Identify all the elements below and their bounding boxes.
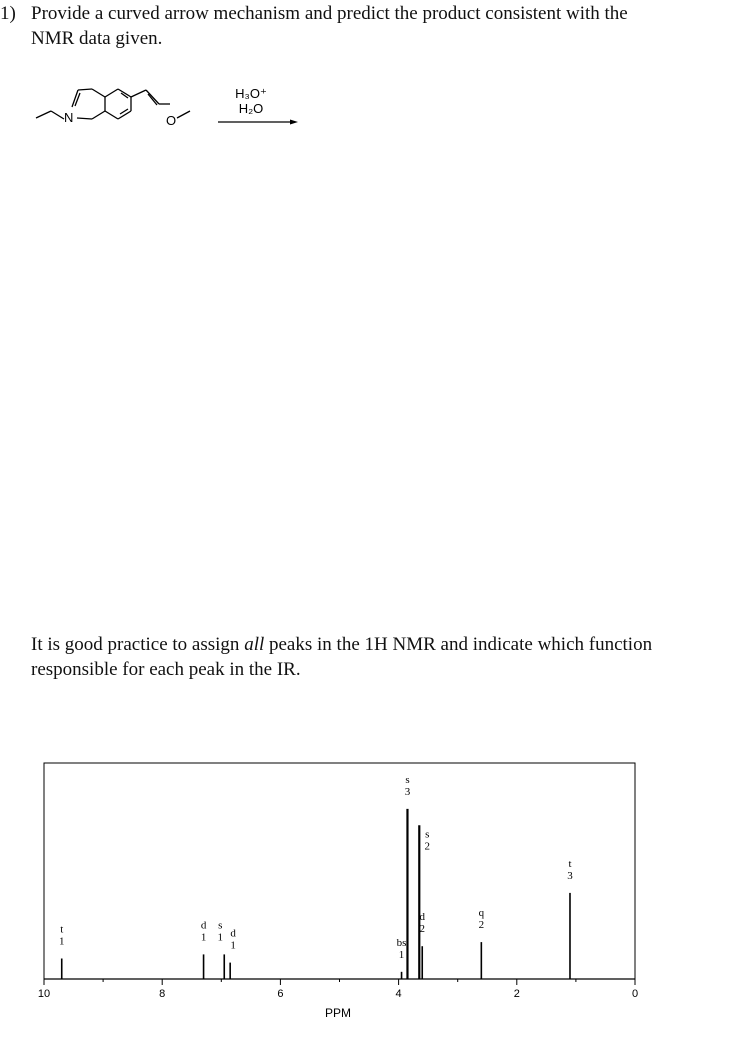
nmr-peak-multiplicity: t xyxy=(60,923,64,936)
nmr-peak-integration: 2 xyxy=(478,919,485,932)
nmr-peak-multiplicity: s xyxy=(425,828,430,841)
practice-text-line2: responsible for each peak in the IR. xyxy=(31,659,301,680)
nmr-tick-label: 10 xyxy=(37,988,51,1000)
nmr-peak-multiplicity: q xyxy=(478,907,485,920)
nmr-x-axis-label: PPM xyxy=(324,1006,352,1020)
nmr-peak-integration: 3 xyxy=(404,785,411,798)
oxygen-atom-label: O xyxy=(166,113,177,128)
nmr-peak-integration: 3 xyxy=(567,869,573,882)
nmr-tick-label: 8 xyxy=(159,988,166,1000)
nmr-peak-multiplicity: d xyxy=(419,911,425,924)
nmr-peak-integration: 1 xyxy=(398,948,405,961)
nmr-frame xyxy=(44,763,635,979)
nmr-peak-multiplicity: s xyxy=(218,919,223,932)
nmr-peak-integration: 1 xyxy=(230,939,236,952)
nmr-tick-label: 6 xyxy=(277,988,284,1000)
nmr-ticks xyxy=(38,979,638,1000)
nmr-peaks xyxy=(59,774,573,979)
nmr-peak-multiplicity: d xyxy=(200,919,207,932)
nmr-peak-integration: 2 xyxy=(424,840,431,853)
reagent-hydronium: H₃O⁺ xyxy=(235,86,267,101)
practice-text-end: peaks in the 1H NMR and indicate which function xyxy=(264,634,653,655)
nmr-peak-multiplicity: d xyxy=(230,927,236,940)
nmr-tick-label: 4 xyxy=(395,988,402,1000)
nmr-peak-integration: 1 xyxy=(200,931,207,944)
practice-text-start: It is good practice to assign xyxy=(31,634,245,655)
nmr-peak-multiplicity: bs xyxy=(396,936,407,949)
nmr-tick-label: 2 xyxy=(513,988,520,1000)
nmr-tick-label: 0 xyxy=(631,988,639,1000)
nmr-peak-integration: 2 xyxy=(419,923,425,936)
reagent-water: H₂O xyxy=(238,101,264,116)
practice-text-emphasis: all xyxy=(244,634,265,655)
nmr-peak-integration: 1 xyxy=(217,931,224,944)
nmr-peak-multiplicity: t xyxy=(568,857,572,870)
nitrogen-atom-label: N xyxy=(64,110,74,125)
question-text-line2: NMR data given. xyxy=(31,28,163,49)
question-text-line1: Provide a curved arrow mechanism and predict the product consistent with the xyxy=(31,3,628,24)
nmr-peak-multiplicity: s xyxy=(405,773,410,786)
nmr-peak-integration: 1 xyxy=(58,935,65,948)
question-number: 1) xyxy=(0,3,16,24)
